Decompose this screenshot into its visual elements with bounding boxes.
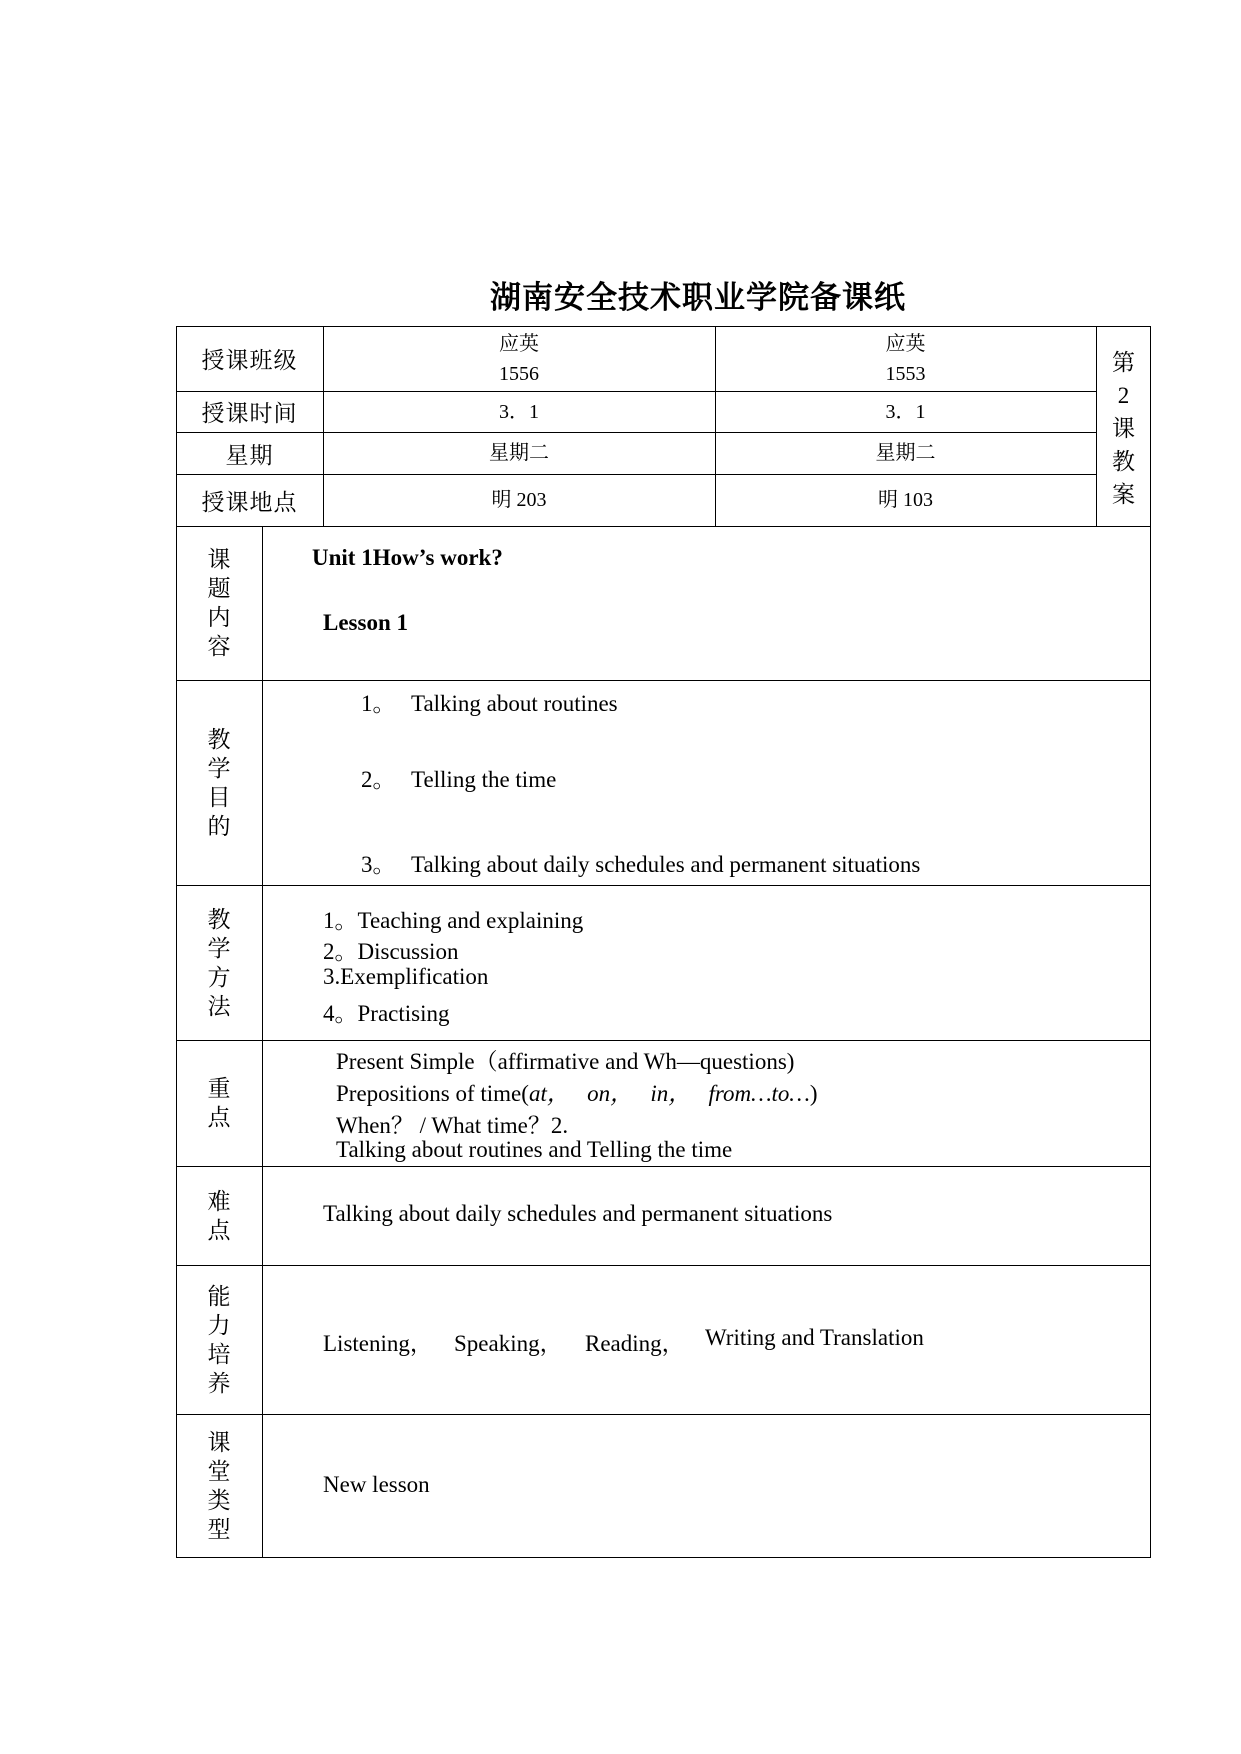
- difficulty-text: Talking about daily schedules and permanent situations: [323, 1201, 833, 1226]
- class-1-place: 明 203: [491, 489, 547, 511]
- ability-item: Listening，: [323, 1331, 433, 1356]
- divider: [176, 1166, 1151, 1167]
- class-1-name: 应英: [499, 332, 539, 355]
- divider: [176, 885, 1151, 886]
- method-item: 4。Practising: [323, 1001, 450, 1026]
- methods-label: 教 学 方 法: [207, 906, 231, 1019]
- divider: [262, 526, 263, 1558]
- class-2-weekday: 星期二: [875, 442, 936, 464]
- class-2-date: 3．1: [885, 400, 926, 423]
- objectives-label: 教 学 目 的: [207, 726, 231, 839]
- unit-title: Unit 1How’s work?: [312, 545, 503, 570]
- class-1-date: 3．1: [499, 400, 539, 423]
- method-item: 3.Exemplification: [323, 964, 489, 989]
- objective-item: 1。 Talking about routines: [361, 691, 618, 716]
- objective-item: 2。 Telling the time: [361, 767, 557, 792]
- divider: [176, 1265, 1151, 1266]
- class-2-cell: [715, 328, 1096, 389]
- topic-label: 课 题 内 容: [207, 547, 231, 659]
- class-label: 授课班级: [201, 348, 298, 373]
- place-label: 授课地点: [201, 489, 298, 515]
- class-2-place: 明 103: [878, 489, 933, 511]
- class-1-weekday: 星期二: [489, 442, 549, 464]
- divider: [176, 1040, 1151, 1041]
- page-title: 湖南安全技术职业学院备课纸: [490, 280, 906, 315]
- time-label: 授课时间: [201, 401, 298, 426]
- ability-item: Writing and Translation: [705, 1325, 924, 1350]
- method-item: 2。Discussion: [323, 939, 459, 964]
- objective-item: 3。 Talking about daily schedules and permanent situations: [361, 852, 921, 877]
- key-point-line: Present Simple（affirmative and Wh—questions): [336, 1049, 795, 1074]
- divider: [176, 1414, 1151, 1415]
- divider: [176, 680, 1151, 681]
- lesson-title: Lesson 1: [323, 610, 408, 635]
- key-point-line: Talking about routines and Telling the time: [336, 1137, 733, 1162]
- method-item: 1。Teaching and explaining: [323, 908, 584, 933]
- key-points-label: 重 点: [207, 1076, 231, 1130]
- weekday-label: 星期: [225, 442, 274, 468]
- key-point-line: Prepositions of time(at， on， in， from…to…): [336, 1081, 818, 1106]
- ability-item: Reading，: [585, 1331, 685, 1356]
- ability-item: Speaking，: [454, 1331, 563, 1356]
- class-2-name: 应英: [885, 332, 926, 355]
- class-type-label: 课 堂 类 型: [207, 1430, 231, 1542]
- difficulties-label: 难 点: [207, 1188, 231, 1243]
- class-2-number: 1553: [885, 362, 926, 385]
- lesson-number-side-label: 第 2 课 教 案: [1112, 349, 1135, 507]
- key-point-line: When？ / What time？2.: [336, 1113, 569, 1138]
- class-1-number: 1556: [499, 362, 539, 385]
- class-1-cell: [323, 328, 715, 389]
- abilities-label: 能 力 培 养: [207, 1283, 231, 1396]
- class-type-text: New lesson: [323, 1472, 430, 1497]
- divider: [176, 526, 1151, 527]
